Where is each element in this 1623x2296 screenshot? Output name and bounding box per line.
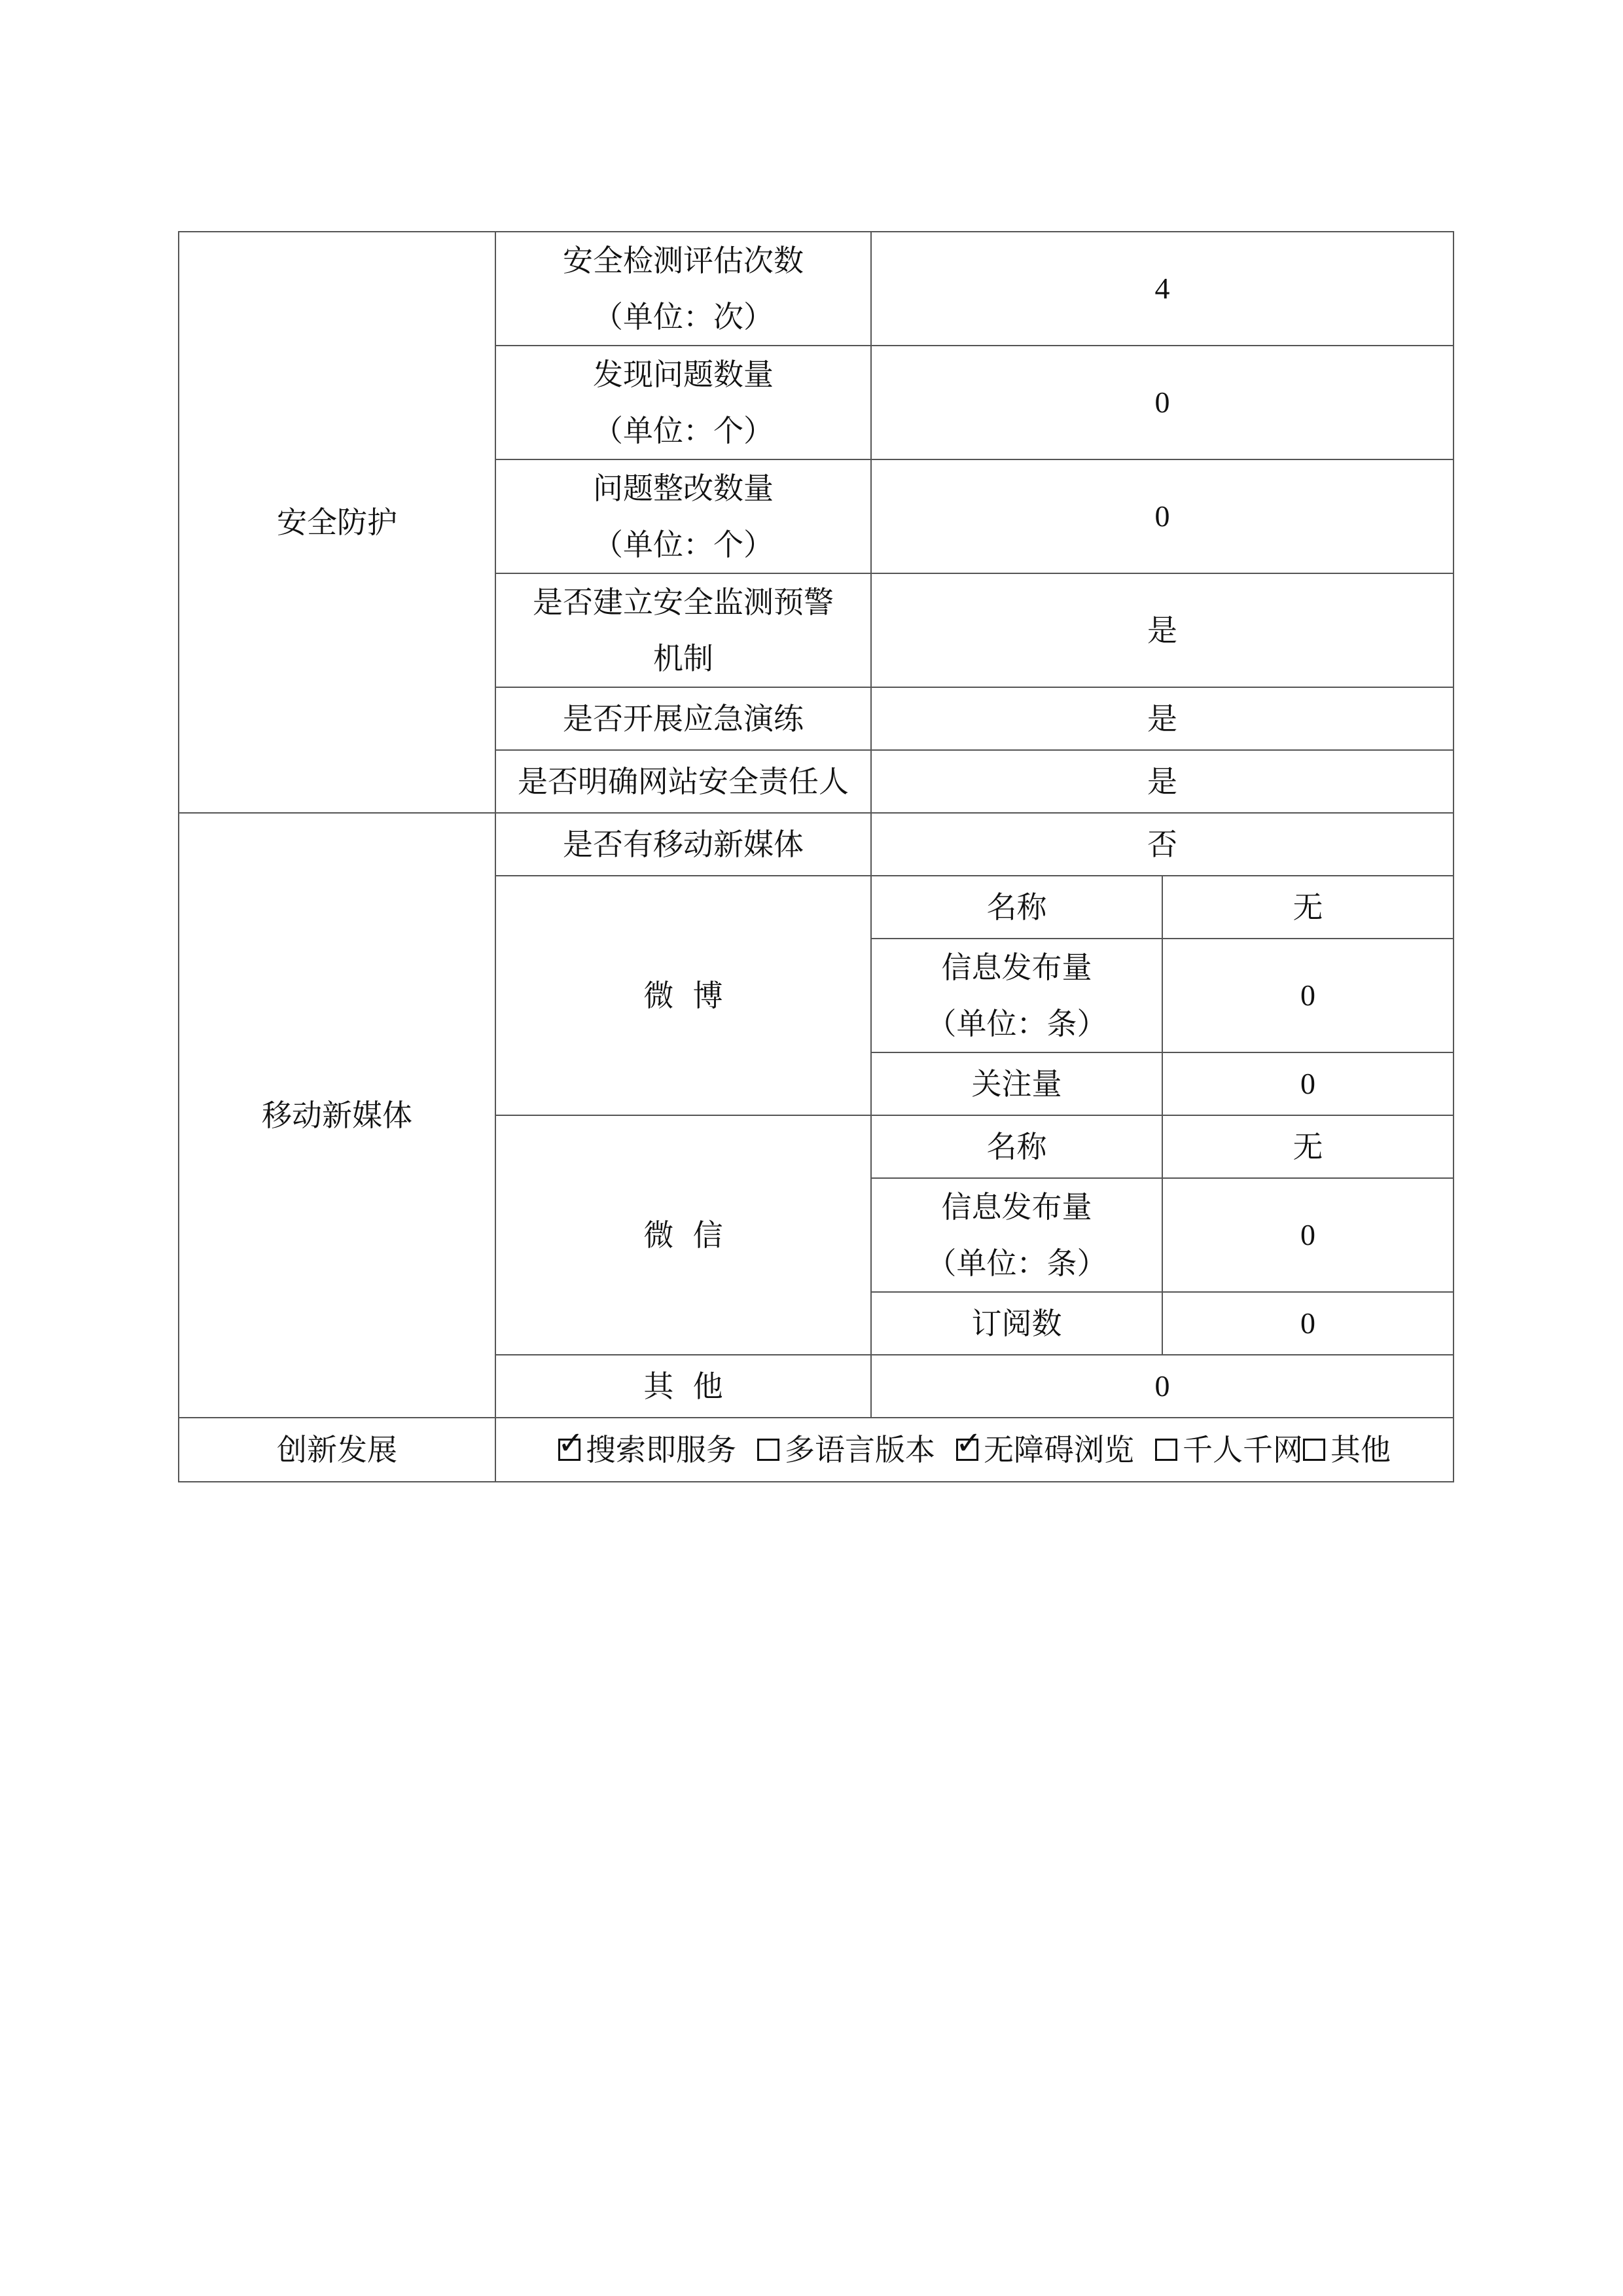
label-line: （单位：个） xyxy=(593,527,774,562)
sub-label: 订阅数 xyxy=(871,1292,1162,1355)
table-row xyxy=(179,813,1454,876)
checkbox[interactable] xyxy=(1303,1439,1325,1461)
row-value: 0 xyxy=(871,346,1454,459)
label-line: 问题整改数量 xyxy=(593,471,774,506)
option-accessibility[interactable] xyxy=(956,1422,1134,1478)
checkbox[interactable] xyxy=(955,1425,982,1462)
label-line: （单位：条） xyxy=(926,1246,1107,1281)
check-mark-icon: ✓ xyxy=(558,1425,584,1462)
label-line: （单位：个） xyxy=(593,413,774,448)
innovation-options xyxy=(495,1418,1454,1482)
option-other[interactable] xyxy=(1303,1422,1391,1478)
row-value: 是 xyxy=(871,573,1454,687)
option-personalized[interactable] xyxy=(1155,1422,1303,1478)
option-label: 无障碍浏览 xyxy=(984,1432,1134,1467)
label-line: 是否建立安全监测预警 xyxy=(533,584,834,620)
row-label xyxy=(495,459,871,573)
row-label: 是否开展应急演练 xyxy=(495,687,871,750)
row-label: 是否有移动新媒体 xyxy=(495,813,871,876)
sub-value: 0 xyxy=(1162,1178,1454,1292)
option-multilingual[interactable] xyxy=(757,1422,935,1478)
row-label: 其 他 xyxy=(495,1355,871,1418)
row-label xyxy=(495,232,871,346)
checkbox[interactable] xyxy=(757,1439,779,1461)
table-row xyxy=(179,232,1454,346)
option-label: 搜索即服务 xyxy=(586,1432,736,1467)
option-search-service[interactable] xyxy=(558,1422,736,1478)
check-mark-icon: ✓ xyxy=(955,1425,982,1462)
category-innovation: 创新发展 xyxy=(179,1418,495,1482)
label-line: 信息发布量 xyxy=(941,1189,1092,1225)
sub-value: 无 xyxy=(1162,876,1454,939)
sub-label xyxy=(871,1178,1162,1292)
row-value: 4 xyxy=(871,232,1454,346)
row-value: 0 xyxy=(871,1355,1454,1418)
row-value: 是 xyxy=(871,687,1454,750)
row-value: 0 xyxy=(871,459,1454,573)
sub-label xyxy=(871,939,1162,1052)
sub-label: 关注量 xyxy=(871,1052,1162,1115)
sub-label: 名称 xyxy=(871,876,1162,939)
row-label: 是否明确网站安全责任人 xyxy=(495,750,871,813)
label-line: 发现问题数量 xyxy=(593,357,774,392)
sub-value: 0 xyxy=(1162,1052,1454,1115)
checkbox[interactable] xyxy=(1155,1439,1177,1461)
category-security: 安全防护 xyxy=(179,232,495,813)
sub-value: 0 xyxy=(1162,1292,1454,1355)
sub-value: 无 xyxy=(1162,1115,1454,1178)
label-line: 机制 xyxy=(653,641,713,676)
option-label: 千人千网 xyxy=(1183,1432,1303,1467)
wechat-label: 微 信 xyxy=(495,1115,871,1355)
option-label: 多语言版本 xyxy=(785,1432,935,1467)
table-row xyxy=(179,1418,1454,1482)
sub-value: 0 xyxy=(1162,939,1454,1052)
label-line: 信息发布量 xyxy=(941,950,1092,985)
label-line: （单位：次） xyxy=(593,299,774,334)
option-label: 其他 xyxy=(1330,1432,1391,1467)
category-mobile: 移动新媒体 xyxy=(179,813,495,1418)
checkbox[interactable] xyxy=(558,1425,584,1462)
report-table xyxy=(178,231,1454,1482)
sub-label: 名称 xyxy=(871,1115,1162,1178)
row-value: 否 xyxy=(871,813,1454,876)
row-value: 是 xyxy=(871,750,1454,813)
weibo-label: 微 博 xyxy=(495,876,871,1115)
label-line: 安全检测评估次数 xyxy=(563,243,804,278)
options-list xyxy=(500,1422,1449,1478)
row-label xyxy=(495,346,871,459)
row-label xyxy=(495,573,871,687)
label-line: （单位：条） xyxy=(926,1006,1107,1041)
